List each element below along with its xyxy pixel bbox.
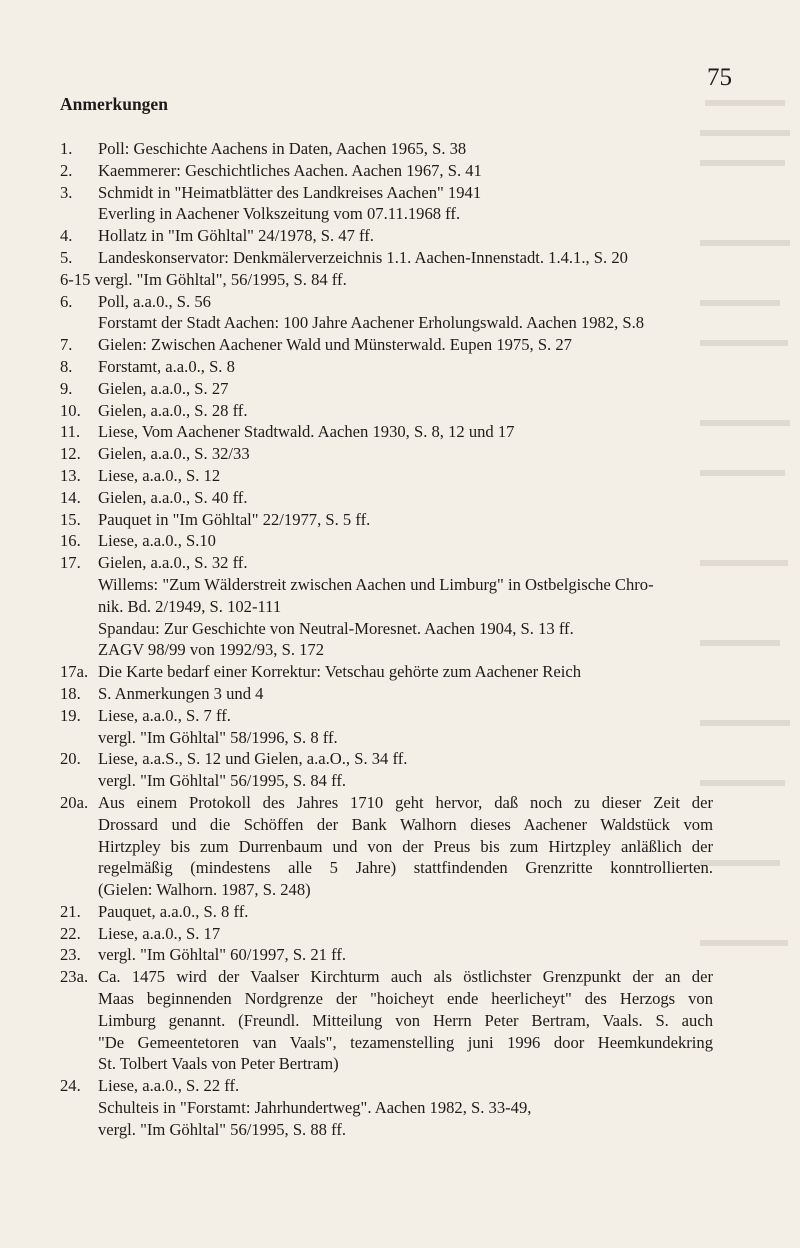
footnote-item	[60, 1075, 713, 1140]
footnote-number: 8.	[60, 356, 73, 376]
footnote-item	[60, 138, 713, 160]
footnote-text-line: vergl. "Im Göhltal" 56/1995, S. 88 ff.	[98, 1119, 346, 1139]
footnote-item	[60, 661, 713, 683]
footnote-text-line: Schulteis in "Forstamt: Jahrhundertweg". Aachen 1982, S. 33-49,	[98, 1098, 532, 1118]
footnote-item	[60, 400, 713, 422]
footnote-text-line: Willems: "Zum Wälderstreit zwischen Aachen und Limburg" in Ostbelgische Chro-	[98, 574, 654, 594]
footnote-text-line: Liese, a.a.0., S. 17	[98, 923, 221, 943]
footnote-item	[60, 748, 713, 792]
footnote-number: 6.	[60, 291, 73, 311]
footnote-text-line: "De Gemeentetoren van Vaals", tezamenstelling juni 1996 door Heemkundekring	[98, 1032, 713, 1052]
footnote-number: 21.	[60, 901, 81, 921]
footnote-text-line: Gielen: Zwischen Aachener Wald und Münsterwald. Eupen 1975, S. 27	[98, 335, 572, 355]
footnote-number: 20.	[60, 749, 81, 769]
footnote-item	[60, 291, 713, 335]
footnote-text-line: nik. Bd. 2/1949, S. 102-111	[98, 596, 282, 616]
footnote-text-line: Everling in Aachener Volkszeitung vom 07.11.1968 ff.	[98, 204, 461, 224]
footnote-text-line: Gielen, a.a.0., S. 27	[98, 378, 229, 398]
footnote-text-line: Maas beginnenden Nordgrenze der "hoicheyt ende heerlicheyt" des Herzogs von	[98, 989, 713, 1009]
footnote-text-line: regelmäßig (mindestens alle 5 Jahre) stattfindenden Grenzritte konntrollierten.	[98, 858, 713, 878]
footnote-number: 2.	[60, 160, 73, 180]
footnote-item	[60, 552, 713, 661]
footnote-item	[60, 509, 713, 531]
footnote-text-line: Die Karte bedarf einer Korrektur: Vetschau gehörte zum Aachener Reich	[98, 662, 582, 682]
footnote-number: 10.	[60, 400, 81, 420]
footnote-number: 23.	[60, 945, 81, 965]
footnote-item	[60, 182, 713, 226]
footnote-item	[60, 683, 713, 705]
footnote-text-line: Pauquet, a.a.0., S. 8 ff.	[98, 901, 249, 921]
footnote-item	[60, 356, 713, 378]
footnote-text-line: 6-15 vergl. "Im Göhltal", 56/1995, S. 84 ff.	[60, 269, 347, 289]
footnote-text-line: Poll, a.a.0., S. 56	[98, 291, 211, 311]
footnote-text-line: Liese, a.a.S., S. 12 und Gielen, a.a.O., S. 34 ff.	[98, 749, 408, 769]
footnote-text-line: Liese, a.a.0., S. 22 ff.	[98, 1076, 240, 1096]
footnote-item	[60, 421, 713, 443]
footnote-item	[60, 487, 713, 509]
footnote-text-line: Drossard und die Schöffen der Bank Walhorn dieses Aachener Waldstück vom	[98, 814, 713, 834]
footnote-text-line: vergl. "Im Göhltal" 60/1997, S. 21 ff.	[98, 945, 346, 965]
footnote-text-line: Hollatz in "Im Göhltal" 24/1978, S. 47 ff.	[98, 226, 374, 246]
footnote-text-line: Liese, a.a.0., S. 12	[98, 465, 221, 485]
footnote-item	[60, 334, 713, 356]
footnote-item	[60, 944, 713, 966]
footnote-text-line: Pauquet in "Im Göhltal" 22/1977, S. 5 ff.	[98, 509, 371, 529]
footnote-number: 3.	[60, 182, 73, 202]
footnote-text-line: Hirtzpley bis zum Durrenbaum und von der Preus bis zum Hirtzpley anläßlich der	[98, 836, 713, 856]
footnote-number: 7.	[60, 335, 73, 355]
footnote-number: 19.	[60, 705, 81, 725]
footnote-text-line: Ca. 1475 wird der Vaalser Kirchturm auch als östlichster Grenzpunkt der an der	[98, 967, 713, 987]
footnote-text-line: vergl. "Im Göhltal" 56/1995, S. 84 ff.	[98, 771, 346, 791]
footnote-item	[60, 247, 713, 269]
footnote-text-line: Forstamt, a.a.0., S. 8	[98, 356, 235, 376]
footnote-text-line: Liese, a.a.0., S.10	[98, 531, 216, 551]
section-heading: Anmerkungen	[60, 94, 168, 114]
footnote-number: 1.	[60, 139, 73, 158]
footnote-number: 20a.	[60, 792, 89, 812]
page-number: 75	[707, 64, 732, 91]
footnote-text-line: Schmidt in "Heimatblätter des Landkreises Aachen" 1941	[98, 182, 482, 202]
footnote-item	[60, 225, 713, 247]
footnote-text-line: Landeskonservator: Denkmälerverzeichnis 1.1. Aachen-Innenstadt. 1.4.1., S. 20	[98, 247, 628, 267]
footnote-number: 24.	[60, 1076, 81, 1096]
footnote-number: 11.	[60, 422, 81, 442]
footnote-number: 17.	[60, 553, 81, 573]
footnote-item	[60, 901, 713, 923]
footnote-item	[60, 705, 713, 749]
footnote-number: 18.	[60, 683, 81, 703]
footnote-text-line: Gielen, a.a.0., S. 28 ff.	[98, 400, 248, 420]
footnote-text-line: Liese, a.a.0., S. 7 ff.	[98, 705, 231, 725]
footnote-text-line: vergl. "Im Göhltal" 58/1996, S. 8 ff.	[98, 727, 338, 747]
footnote-text-line: Spandau: Zur Geschichte von Neutral-Moresnet. Aachen 1904, S. 13 ff.	[98, 618, 574, 638]
footnote-item	[60, 378, 713, 400]
footnote-item	[60, 269, 713, 291]
footnote-item	[60, 792, 713, 901]
footnote-number: 23a.	[60, 967, 89, 987]
footnote-item	[60, 530, 713, 552]
footnote-number: 9.	[60, 378, 73, 398]
footnote-number: 4.	[60, 226, 73, 246]
footnote-number: 14.	[60, 487, 81, 507]
footnote-number: 5.	[60, 247, 73, 267]
footnote-number: 17a.	[60, 662, 89, 682]
footnote-text-line: Forstamt der Stadt Aachen: 100 Jahre Aachener Erholungswald. Aachen 1982, S.8	[98, 313, 645, 333]
footnote-text-line: Kaemmerer: Geschichtliches Aachen. Aachen 1967, S. 41	[98, 160, 482, 180]
footnote-text-line: St. Tolbert Vaals von Peter Bertram)	[98, 1054, 339, 1074]
footnote-number: 16.	[60, 531, 81, 551]
footnote-number: 22.	[60, 923, 81, 943]
footnote-text-line: Limburg genannt. (Freundl. Mitteilung von Herrn Peter Bertram, Vaals. S. auch	[98, 1010, 713, 1030]
footnote-text-line: ZAGV 98/99 von 1992/93, S. 172	[98, 640, 325, 660]
footnote-item	[60, 923, 713, 945]
footnote-item	[60, 966, 713, 1075]
footnote-item	[60, 465, 713, 487]
footnote-text-line: Aus einem Protokoll des Jahres 1710 geht hervor, daß noch zu dieser Zeit der	[98, 792, 713, 812]
footnote-text-line: S. Anmerkungen 3 und 4	[98, 683, 264, 703]
footnote-text-line: (Gielen: Walhorn. 1987, S. 248)	[98, 880, 311, 900]
footnote-number: 12.	[60, 444, 81, 464]
footnote-item	[60, 160, 713, 182]
footnote-text-line: Poll: Geschichte Aachens in Daten, Aachen 1965, S. 38	[98, 139, 467, 158]
footnote-text-line: Gielen, a.a.0., S. 32 ff.	[98, 553, 248, 573]
footnote-number: 13.	[60, 465, 81, 485]
footnote-text-line: Gielen, a.a.0., S. 32/33	[98, 444, 250, 464]
footnote-number: 15.	[60, 509, 81, 529]
footnote-text-line: Gielen, a.a.0., S. 40 ff.	[98, 487, 248, 507]
footnote-item	[60, 443, 713, 465]
footnote-text-line: Liese, Vom Aachener Stadtwald. Aachen 1930, S. 8, 12 und 17	[98, 422, 515, 442]
footnote-list	[60, 138, 713, 1141]
